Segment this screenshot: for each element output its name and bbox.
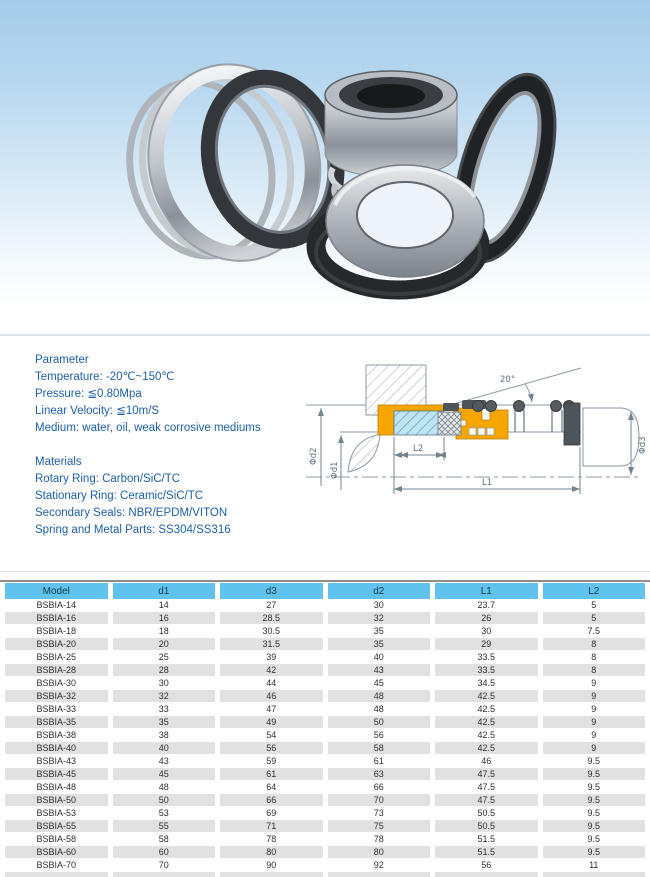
table-cell: BSBIA-58 — [5, 833, 108, 846]
table-cell: BSBIA-16 — [5, 612, 108, 625]
table-cell: BSBIA-70 — [5, 859, 108, 872]
table-row — [5, 638, 645, 651]
table-cell: 66 — [220, 794, 323, 807]
table-cell: 30 — [328, 599, 431, 612]
table-cell — [435, 872, 538, 877]
table-cell: 5 — [543, 599, 646, 612]
table-cell: 31.5 — [220, 638, 323, 651]
table-cell: 35 — [328, 638, 431, 651]
table-cell: BSBIA-14 — [5, 599, 108, 612]
table-cell: 42.5 — [435, 742, 538, 755]
table-cell: BSBIA-30 — [5, 677, 108, 690]
column-header: Model — [5, 583, 108, 599]
table-cell: 9 — [543, 729, 646, 742]
table-cell — [5, 872, 108, 877]
table-row — [5, 677, 645, 690]
table-cell: 48 — [328, 690, 431, 703]
table-cell: 47 — [220, 703, 323, 716]
table-cell: 42.5 — [435, 716, 538, 729]
table-cell: BSBIA-50 — [5, 794, 108, 807]
table-row — [5, 612, 645, 625]
table-cell: 61 — [328, 755, 431, 768]
table-cell: 9 — [543, 703, 646, 716]
spec-line: Linear Velocity: ≦10m/S — [35, 405, 160, 417]
parameter-title: Parameter — [35, 354, 89, 366]
table-cell: BSBIA-40 — [5, 742, 108, 755]
table-cell: BSBIA-28 — [5, 664, 108, 677]
parameter-lines — [35, 369, 261, 437]
table-cell: 70 — [113, 859, 216, 872]
table-cell: 49 — [220, 716, 323, 729]
spec-line: Spring and Metal Parts: SS304/SS316 — [35, 524, 231, 536]
table-cell: 51.5 — [435, 846, 538, 859]
table-row — [5, 729, 645, 742]
table-cell: 38 — [113, 729, 216, 742]
table-row — [5, 833, 645, 846]
table-row-partial — [5, 872, 645, 877]
table-cell: 9 — [543, 677, 646, 690]
table-row — [5, 768, 645, 781]
product-photo-illustration — [0, 0, 650, 310]
table-cell: BSBIA-48 — [5, 781, 108, 794]
table-cell: 80 — [328, 846, 431, 859]
table-cell: 40 — [328, 651, 431, 664]
table-cell: 46 — [435, 755, 538, 768]
table-cell: 9.5 — [543, 807, 646, 820]
table-row — [5, 794, 645, 807]
spec-line: Stationary Ring: Ceramic/SiC/TC — [35, 490, 204, 502]
table-cell: 50 — [328, 716, 431, 729]
table-cell: 30.5 — [220, 625, 323, 638]
table-cell: 58 — [328, 742, 431, 755]
table-cell: 16 — [113, 612, 216, 625]
table-cell: 60 — [113, 846, 216, 859]
table-cell: 69 — [220, 807, 323, 820]
table-cell: 47.5 — [435, 781, 538, 794]
spec-line: Medium: water, oil, weak corrosive mediums — [35, 422, 261, 434]
stationary-seat-front — [326, 165, 484, 277]
materials-title: Materials — [35, 456, 82, 468]
spec-line: Rotary Ring: Carbon/SiC/TC — [35, 473, 181, 485]
table-body — [5, 599, 645, 877]
table-cell: 9.5 — [543, 846, 646, 859]
table-row — [5, 820, 645, 833]
table-cell: 7.5 — [543, 625, 646, 638]
table-cell: 56 — [220, 742, 323, 755]
table-cell: 54 — [220, 729, 323, 742]
table-cell: 34.5 — [435, 677, 538, 690]
table-cell: 9.5 — [543, 833, 646, 846]
table-cell: 35 — [113, 716, 216, 729]
table-cell: BSBIA-43 — [5, 755, 108, 768]
table-cell — [113, 872, 216, 877]
table-cell: 48 — [113, 781, 216, 794]
table-cell: 8 — [543, 651, 646, 664]
table-cell: 42.5 — [435, 729, 538, 742]
table-cell: 59 — [220, 755, 323, 768]
table-top-rules — [0, 571, 650, 582]
table-row — [5, 846, 645, 859]
table-cell: 32 — [113, 690, 216, 703]
table-cell: BSBIA-18 — [5, 625, 108, 638]
table-cell: 50 — [113, 794, 216, 807]
table-cell: 56 — [435, 859, 538, 872]
table-cell: 47.5 — [435, 768, 538, 781]
table-cell: 28.5 — [220, 612, 323, 625]
column-header: L1 — [435, 583, 538, 599]
table-cell: 28 — [113, 664, 216, 677]
table-cell: 48 — [328, 703, 431, 716]
table-cell: 42 — [220, 664, 323, 677]
table-cell: 90 — [220, 859, 323, 872]
table-cell: 33.5 — [435, 651, 538, 664]
spec-line: Pressure: ≦0.80Mpa — [35, 388, 142, 400]
technical-diagram — [304, 348, 650, 558]
table-cell: 8 — [543, 664, 646, 677]
table-cell — [543, 872, 646, 877]
spec-line: Temperature: -20℃~150℃ — [35, 371, 175, 383]
table-cell: 30 — [435, 625, 538, 638]
table-cell: BSBIA-20 — [5, 638, 108, 651]
dimension-table — [0, 583, 650, 877]
table-cell: 44 — [220, 677, 323, 690]
table-cell: 8 — [543, 638, 646, 651]
product-photo — [0, 0, 650, 310]
table-cell: 92 — [328, 859, 431, 872]
table-cell: 33.5 — [435, 664, 538, 677]
table-row — [5, 807, 645, 820]
table-cell: 73 — [328, 807, 431, 820]
table-cell: 47.5 — [435, 794, 538, 807]
table-cell: BSBIA-45 — [5, 768, 108, 781]
table-cell: 9 — [543, 716, 646, 729]
table-cell: 35 — [328, 625, 431, 638]
table-cell: BSBIA-60 — [5, 846, 108, 859]
table-cell: 50.5 — [435, 820, 538, 833]
table-cell: 9.5 — [543, 755, 646, 768]
table-cell: 46 — [220, 690, 323, 703]
dim-label-d1: Φd1 — [330, 461, 340, 479]
table-cell: 51.5 — [435, 833, 538, 846]
materials-lines — [35, 471, 261, 539]
table-cell: 66 — [328, 781, 431, 794]
table-row — [5, 651, 645, 664]
table-cell: 43 — [328, 664, 431, 677]
table-row — [5, 755, 645, 768]
angle-label: 20° — [500, 375, 516, 385]
table-cell: 63 — [328, 768, 431, 781]
table-cell: 42.5 — [435, 690, 538, 703]
table-cell: 71 — [220, 820, 323, 833]
spec-section — [0, 336, 650, 571]
table-cell: 64 — [220, 781, 323, 794]
table-row — [5, 703, 645, 716]
table-cell: 43 — [113, 755, 216, 768]
table-cell: 55 — [113, 820, 216, 833]
table-cell: 45 — [113, 768, 216, 781]
dim-label-d2: Φd2 — [309, 447, 319, 465]
column-header: d3 — [220, 583, 323, 599]
table-row — [5, 742, 645, 755]
rule-dark — [0, 580, 650, 582]
table-cell: BSBIA-55 — [5, 820, 108, 833]
table-cell: BSBIA-53 — [5, 807, 108, 820]
table-cell: BSBIA-32 — [5, 690, 108, 703]
table-header-row — [5, 583, 645, 599]
column-header: d1 — [113, 583, 216, 599]
table-cell: 39 — [220, 651, 323, 664]
table-cell: 27 — [220, 599, 323, 612]
table-row — [5, 690, 645, 703]
column-header: L2 — [543, 583, 646, 599]
table-cell: 14 — [113, 599, 216, 612]
table-cell: 33 — [113, 703, 216, 716]
table-cell: 50.5 — [435, 807, 538, 820]
table-cell: 9 — [543, 690, 646, 703]
table-cell: 61 — [220, 768, 323, 781]
table-cell: 42.5 — [435, 703, 538, 716]
table-cell: 9 — [543, 742, 646, 755]
table-cell: 32 — [328, 612, 431, 625]
table-cell: 23.7 — [435, 599, 538, 612]
table-cell: 56 — [328, 729, 431, 742]
seal-head-top — [325, 71, 457, 177]
table-cell — [220, 872, 323, 877]
table-cell: 78 — [328, 833, 431, 846]
table-cell: 70 — [328, 794, 431, 807]
dim-label-l1: L1 — [482, 478, 493, 488]
table-cell: 75 — [328, 820, 431, 833]
rule-light — [0, 571, 650, 572]
table-cell: 78 — [220, 833, 323, 846]
table-cell: 53 — [113, 807, 216, 820]
table-row — [5, 625, 645, 638]
table-row — [5, 716, 645, 729]
table-cell: 20 — [113, 638, 216, 651]
table-cell: 45 — [328, 677, 431, 690]
table-row — [5, 664, 645, 677]
table-cell: 80 — [220, 846, 323, 859]
table-row — [5, 781, 645, 794]
table-cell: 9.5 — [543, 781, 646, 794]
table-cell: 9.5 — [543, 794, 646, 807]
dim-label-d3: Φd3 — [638, 436, 648, 454]
table-cell: BSBIA-33 — [5, 703, 108, 716]
materials-block — [35, 454, 261, 539]
column-header: d2 — [328, 583, 431, 599]
table-cell: BSBIA-38 — [5, 729, 108, 742]
table-cell: 18 — [113, 625, 216, 638]
dim-label-l2: L2 — [413, 444, 424, 454]
table-row — [5, 859, 645, 872]
table-cell: 40 — [113, 742, 216, 755]
table-cell: 5 — [543, 612, 646, 625]
table-cell: BSBIA-25 — [5, 651, 108, 664]
table-cell: 9.5 — [543, 820, 646, 833]
parameter-block — [35, 352, 261, 437]
table-cell — [328, 872, 431, 877]
table-cell: BSBIA-35 — [5, 716, 108, 729]
table-cell: 11 — [543, 859, 646, 872]
table-cell: 26 — [435, 612, 538, 625]
spec-text — [35, 352, 261, 556]
spec-line: Secondary Seals: NBR/EPDM/VITON — [35, 507, 228, 519]
table-cell: 29 — [435, 638, 538, 651]
table-cell: 30 — [113, 677, 216, 690]
table-cell: 25 — [113, 651, 216, 664]
table-cell: 9.5 — [543, 768, 646, 781]
table-cell: 58 — [113, 833, 216, 846]
table-row — [5, 599, 645, 612]
